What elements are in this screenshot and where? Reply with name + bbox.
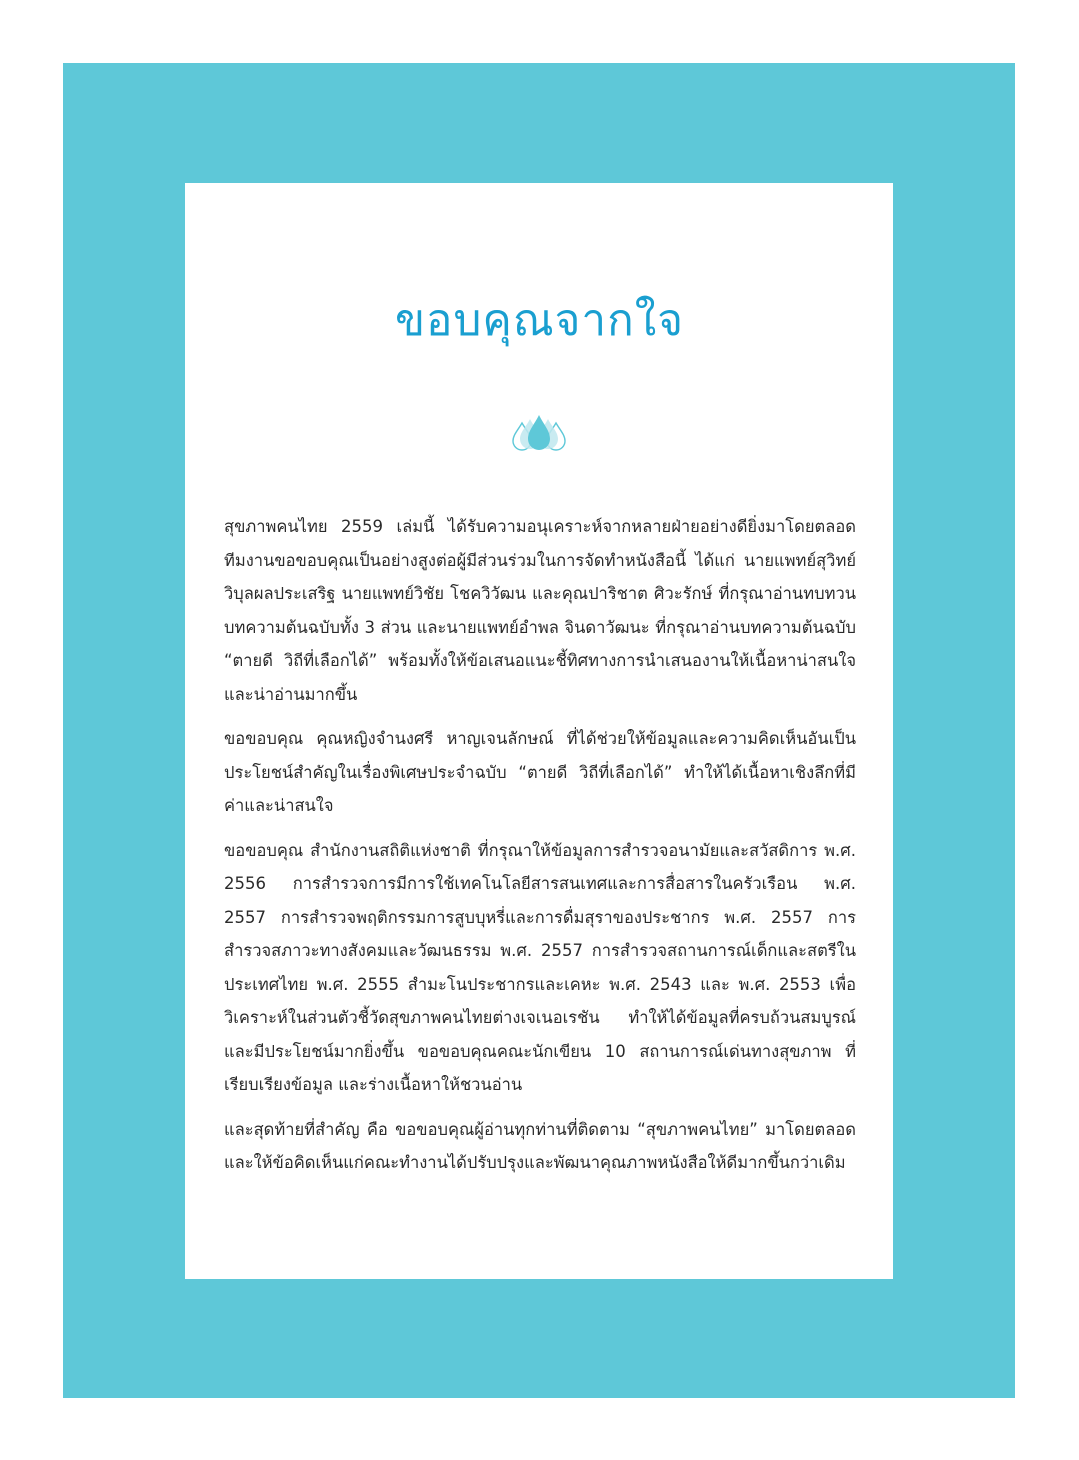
paragraph-4: และสุดท้ายที่สำคัญ คือ ขอขอบคุณผู้อ่านทุกท่านที่ติดตาม “สุขภาพคนไทย” มาโดยตลอด และให้ข้อคิดเห็นแก่คณะทำงานได้ปรับปรุงและพัฒนาคุณภาพหนังสือให้ดีมากขึ้นกว่าเดิม	[224, 1119, 856, 1172]
paragraph-1: สุขภาพคนไทย 2559 เล่มนี้ ได้รับความอนุเคราะห์จากหลายฝ่ายอย่างดียิ่งมาโดยตลอด ทีมงานขอขอบคุณเป็นอย่างสูงต่อผู้มีส่วนร่วมในการจัดทำหนังสือนี้ ได้แก่ นายแพทย์สุวิทย์ วิบุลผลประเสริฐ นายแพทย์วิชัย โชควิวัฒน และคุณปาริชาต ศิวะรักษ์ ที่กรุณาอ่านทบทวนบทความต้นฉบับทั้ง 3 ส่วน และนายแพทย์อำพล จินดาวัฒนะ ที่กรุณาอ่านบทความต้นฉบับ “ตายดี วิถีที่เลือกได้” พร้อมทั้งให้ข้อเสนอแนะชี้ทิศทางการนำเสนองานให้เนื้อหาน่าสนใจและน่าอ่านมากขึ้น	[224, 517, 856, 704]
paragraph-2: ขอขอบคุณ คุณหญิงจำนงศรี หาญเจนลักษณ์ ที่ได้ช่วยให้ข้อมูลและความคิดเห็นอันเป็นประโยชน์สำคัญในเรื่องพิเศษประจำฉบับ “ตายดี วิถีที่เลือกได้” ทำให้ได้เนื้อหาเชิงลึกที่มีค่าและน่าสนใจ	[224, 729, 856, 815]
paragraph-3: ขอขอบคุณ สำนักงานสถิติแห่งชาติ ที่กรุณาให้ข้อมูลการสำรวจอนามัยและสวัสดิการ พ.ศ. 2556 การสำรวจการมีการใช้เทคโนโลยีสารสนเทศและการสื่อสารในครัวเรือน พ.ศ. 2557 การสำรวจพฤติกรรมการสูบบุหรี่และการดื่มสุราของประชากร พ.ศ. 2557 การสำรวจสภาวะทางสังคมและวัฒนธรรม พ.ศ. 2557 การสำรวจสถานการณ์เด็กและสตรีในประเทศไทย พ.ศ. 2555 สำมะโนประชากรและเคหะ พ.ศ. 2543 และ พ.ศ. 2553 เพื่อวิเคราะห์ในส่วนตัวชี้วัดสุขภาพคนไทยต่างเจเนอเรชัน ทำให้ได้ข้อมูลที่ครบถ้วนสมบูรณ์ และมีประโยชน์มากยิ่งขึ้น ขอขอบคุณคณะนักเขียน 10 สถานการณ์เด่นทางสุขภาพ ที่เรียบเรียงข้อมูล และร่างเนื้อหาให้ชวนอ่าน	[224, 840, 856, 1094]
acknowledgement-text	[224, 510, 856, 1191]
water-drops-icon	[510, 413, 568, 455]
page-title: ขอบคุณจากใจ	[394, 295, 685, 346]
